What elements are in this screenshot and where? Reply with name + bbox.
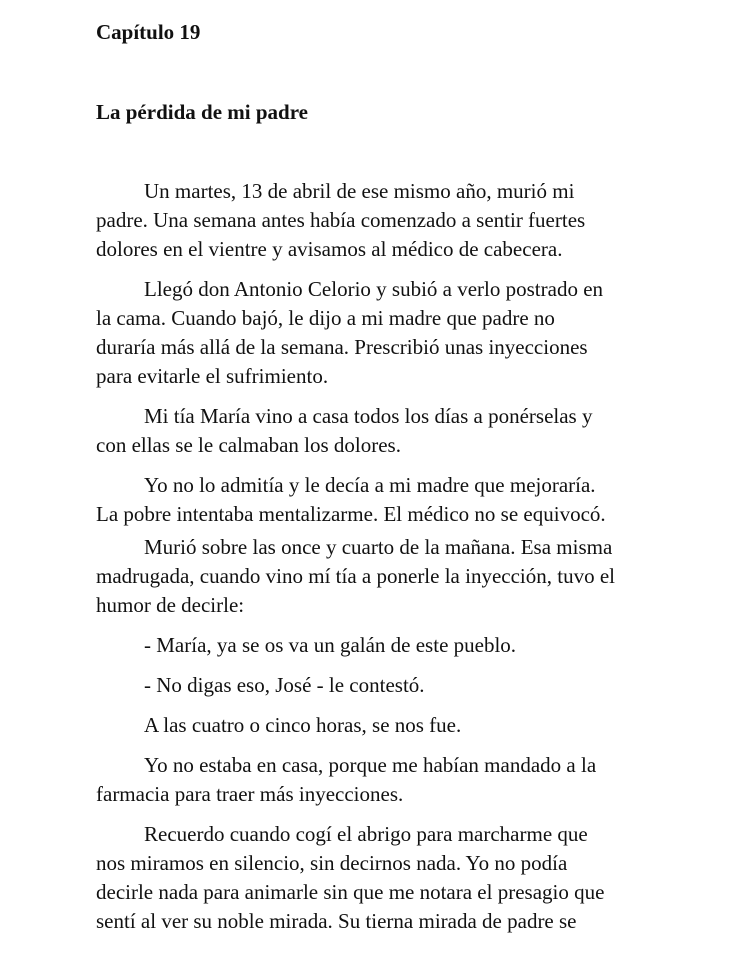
dialogue-line bbox=[96, 671, 676, 700]
paragraph bbox=[96, 820, 676, 936]
chapter-body bbox=[96, 177, 676, 936]
text-line: Recuerdo cuando cogí el abrigo para marcharme que bbox=[144, 822, 588, 846]
paragraph bbox=[96, 751, 676, 809]
text-line: La pobre intentaba mentalizarme. El médico no se equivocó. bbox=[96, 502, 606, 526]
text-line: la cama. Cuando bajó, le dijo a mi madre que padre no bbox=[96, 306, 555, 330]
text-line: Llegó don Antonio Celorio y subió a verlo postrado en bbox=[144, 277, 604, 301]
text-line: A las cuatro o cinco horas, se nos fue. bbox=[144, 713, 462, 737]
text-line: farmacia para traer más inyecciones. bbox=[96, 782, 404, 806]
text-line: Un martes, 13 de abril de ese mismo año, murió mi bbox=[144, 179, 575, 203]
text-line: dolores en el vientre y avisamos al médico de cabecera. bbox=[96, 237, 563, 261]
text-line: con ellas se le calmaban los dolores. bbox=[96, 433, 401, 457]
text-line: Yo no lo admitía y le decía a mi madre que mejoraría. bbox=[144, 473, 596, 497]
chapter-heading: Capítulo 19 bbox=[96, 20, 201, 44]
text-line: padre. Una semana antes había comenzado a sentir fuertes bbox=[96, 208, 586, 232]
text-line: para evitarle el sufrimiento. bbox=[96, 364, 329, 388]
paragraph bbox=[96, 471, 676, 529]
text-line: sentí al ver su noble mirada. Su tierna mirada de padre se bbox=[96, 909, 577, 933]
text-line: Murió sobre las once y cuarto de la mañana. Esa misma bbox=[144, 535, 613, 559]
text-line: Yo no estaba en casa, porque me habían mandado a la bbox=[144, 753, 597, 777]
text-line: duraría más allá de la semana. Prescribió unas inyecciones bbox=[96, 335, 588, 359]
text-line: nos miramos en silencio, sin decirnos nada. Yo no podía bbox=[96, 851, 568, 875]
text-line: Mi tía María vino a casa todos los días a ponérselas y bbox=[144, 404, 593, 428]
text-line: madrugada, cuando vino mí tía a ponerle la inyección, tuvo el bbox=[96, 564, 615, 588]
text-line: - No digas eso, José - le contestó. bbox=[144, 673, 425, 697]
text-line: - María, ya se os va un galán de este pueblo. bbox=[144, 633, 517, 657]
paragraph bbox=[96, 177, 676, 264]
chapter-title: La pérdida de mi padre bbox=[96, 100, 308, 124]
paragraph bbox=[96, 275, 676, 391]
text-line: decirle nada para animarle sin que me notara el presagio que bbox=[96, 880, 605, 904]
paragraph bbox=[96, 533, 676, 620]
dialogue-line bbox=[96, 631, 676, 660]
paragraph bbox=[96, 711, 676, 740]
text-line: humor de decirle: bbox=[96, 593, 245, 617]
paragraph bbox=[96, 402, 676, 460]
